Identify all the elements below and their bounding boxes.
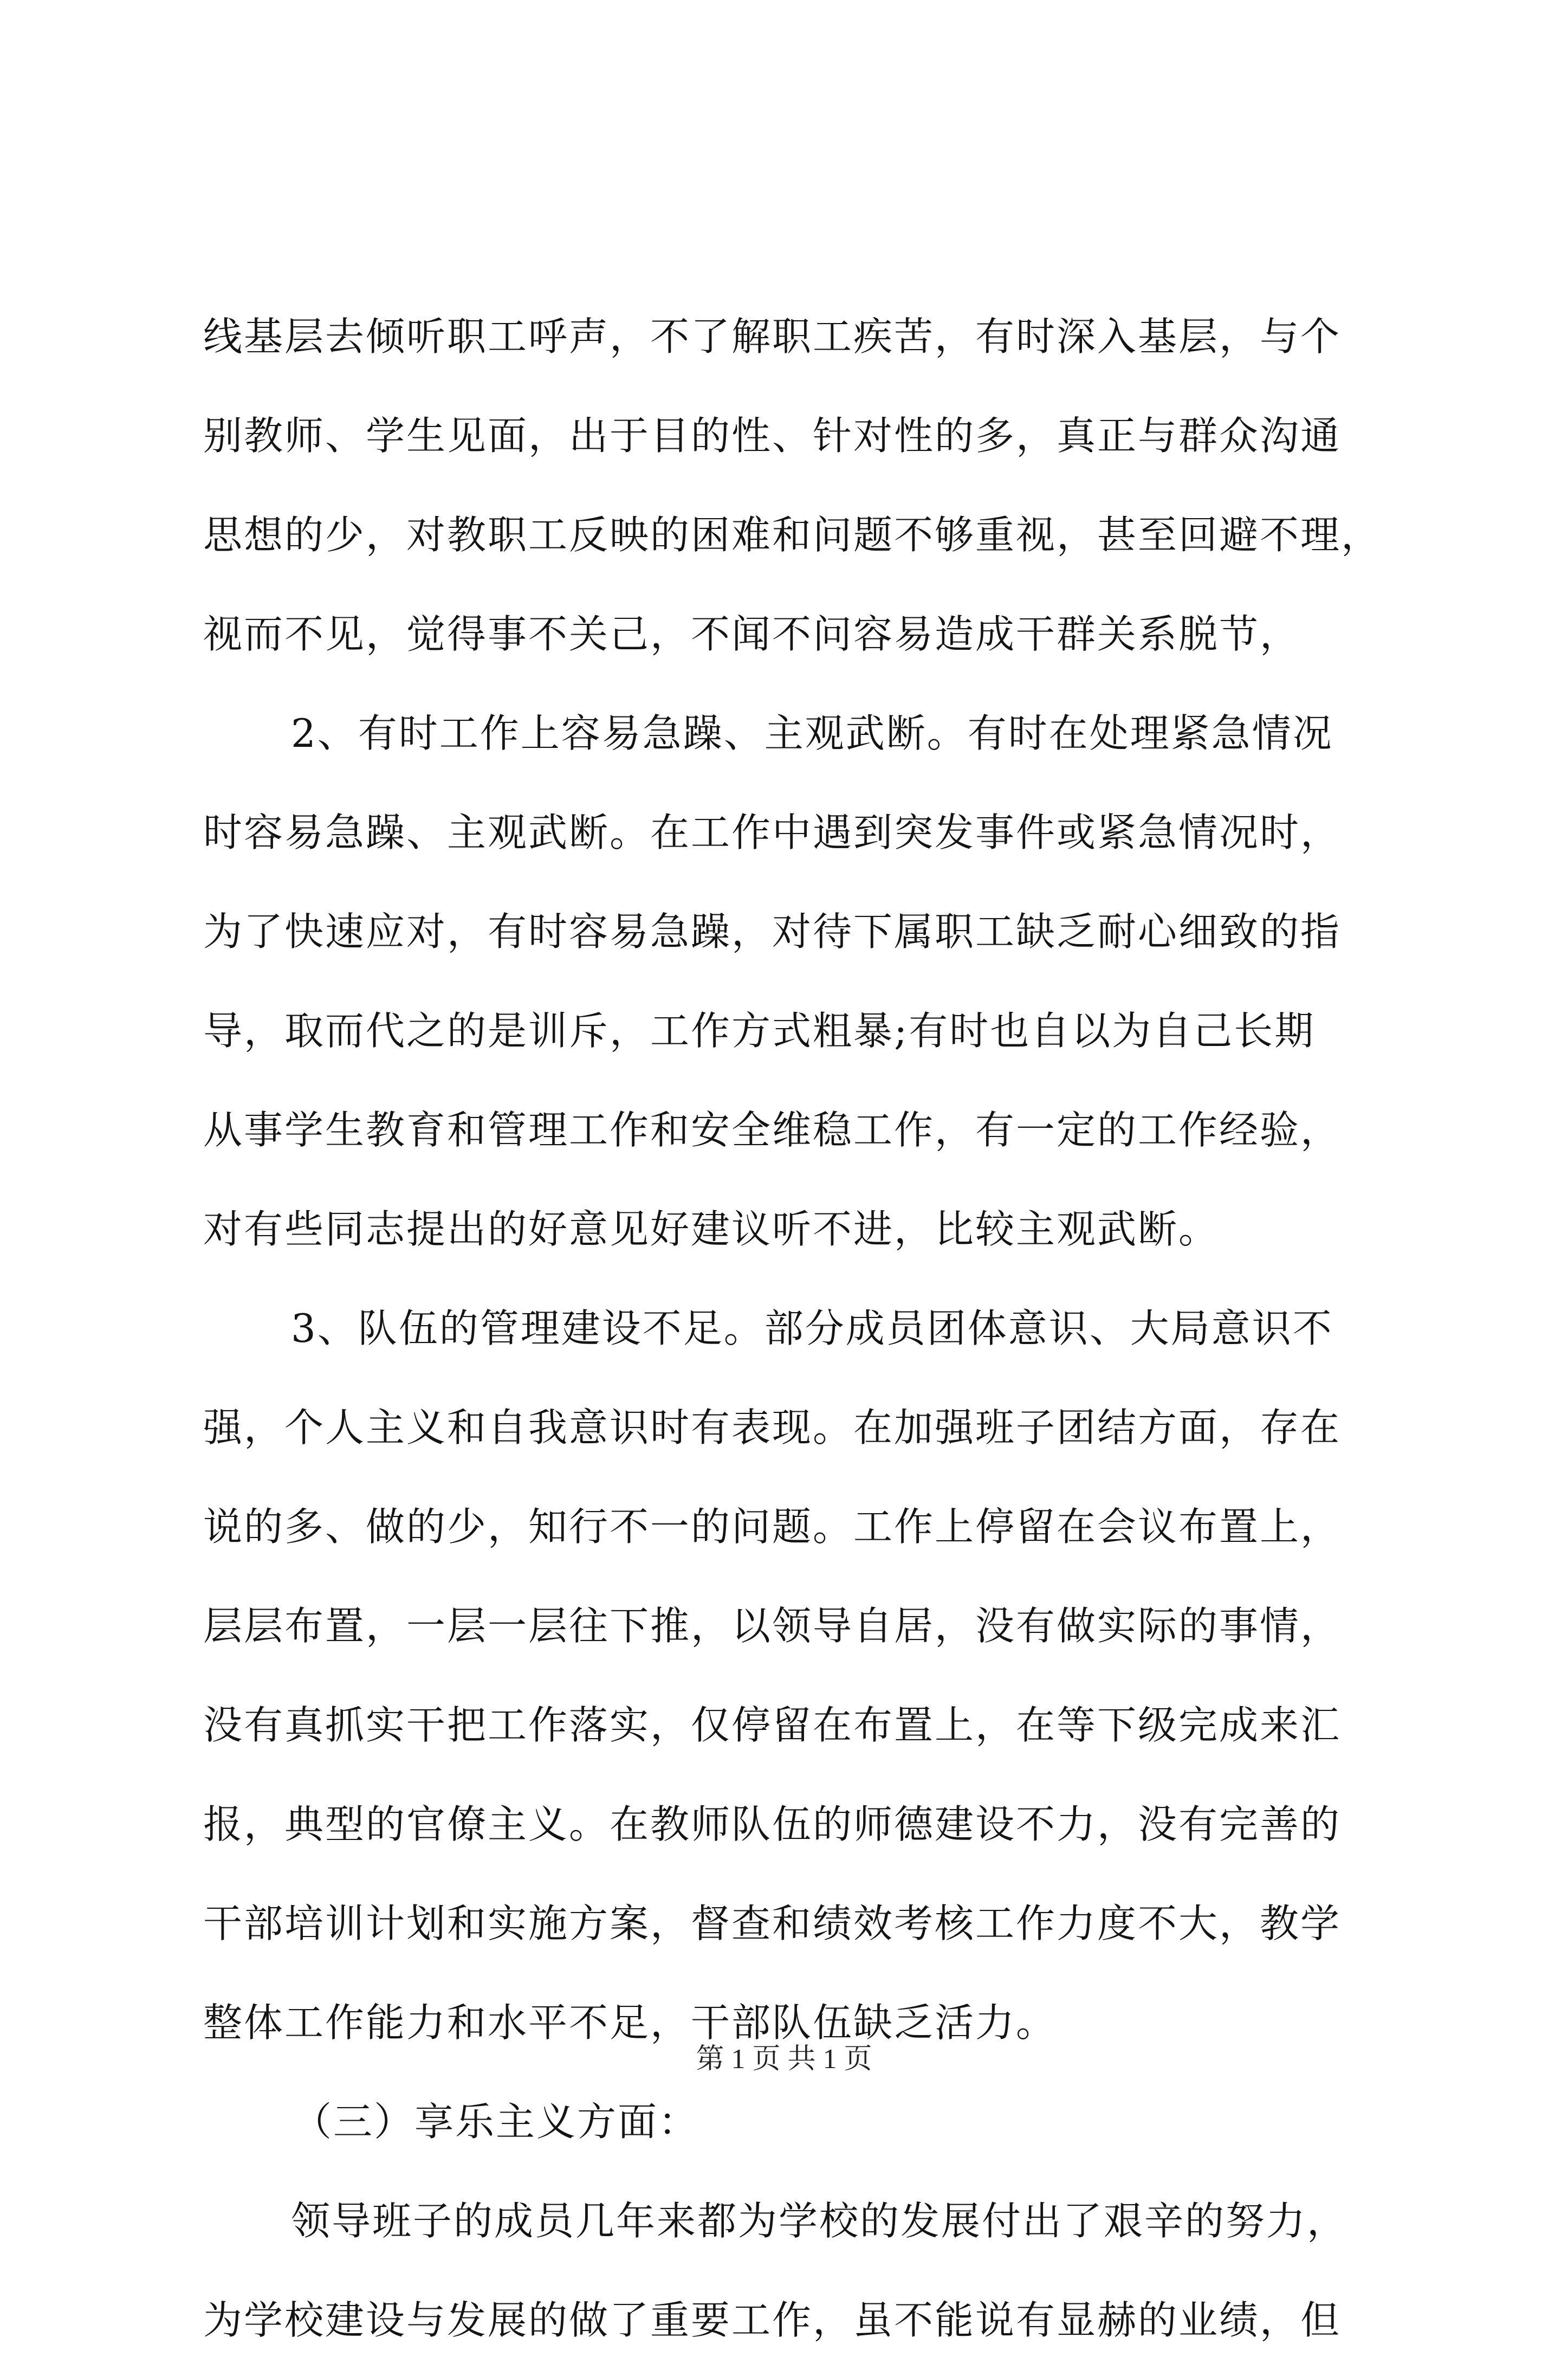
paragraph-4-first-line: 领导班子的成员几年来都为学校的发展付出了艰辛的努力， <box>291 2198 1348 2244</box>
page-footer <box>0 2040 1568 2078</box>
text-line: 视而不见，觉得事不关己，不闻不问容易造成干群关系脱节， <box>203 611 1301 657</box>
text-line: 层层布置，一层一层往下推，以领导自居，没有做实际的事情， <box>203 1603 1342 1649</box>
text-line: 别教师、学生见面，出于目的性、针对性的多，真正与群众沟通 <box>203 413 1342 458</box>
text-line: 为了快速应对，有时容易急躁，对待下属职工缺乏耐心细致的指 <box>203 909 1342 954</box>
text-line: 线基层去倾听职工呼声，不了解职工疾苦，有时深入基层，与个 <box>203 314 1342 359</box>
text-line: 时容易急躁、主观武断。在工作中遇到突发事件或紧急情况时， <box>203 810 1342 855</box>
text-line: 没有真抓实干把工作落实，仅停留在布置上，在等下级完成来汇 <box>203 1702 1342 1748</box>
section-heading: （三）享乐主义方面： <box>293 2099 699 2145</box>
text-line: 从事学生教育和管理工作和安全维稳工作，有一定的工作经验， <box>203 1107 1342 1153</box>
text-line: 思想的少，对教职工反映的困难和问题不够重视，甚至回避不理， <box>203 512 1382 558</box>
text-line: 导，取而代之的是训斥，工作方式粗暴;有时也自以为自己长期 <box>203 1008 1316 1054</box>
text-line: 说的多、做的少，知行不一的问题。工作上停留在会议布置上， <box>203 1504 1342 1549</box>
text-line: 强，个人主义和自我意识时有表现。在加强班子团结方面，存在 <box>203 1405 1342 1450</box>
paragraph-2-first-line: 2、有时工作上容易急躁、主观武断。有时在处理紧急情况 <box>291 711 1333 756</box>
paragraph-3-first-line: 3、队伍的管理建设不足。部分成员团体意识、大局意识不 <box>291 1306 1333 1351</box>
text-line: 报，典型的官僚主义。在教师队伍的师德建设不力，没有完善的 <box>203 1801 1342 1847</box>
text-line: 干部培训计划和实施方案，督查和绩效考核工作力度不大，教学 <box>203 1901 1342 1946</box>
text-line: 为学校建设与发展的做了重要工作，虽不能说有显赫的业绩，但 <box>203 2297 1342 2343</box>
text-line: 对有些同志提出的好意见好建议听不进，比较主观武断。 <box>203 1206 1220 1252</box>
page-number-label: 第 1 页 共 1 页 <box>696 2044 872 2075</box>
text-line: 整体工作能力和水平不足，干部队伍缺乏活力。 <box>203 2000 1057 2045</box>
